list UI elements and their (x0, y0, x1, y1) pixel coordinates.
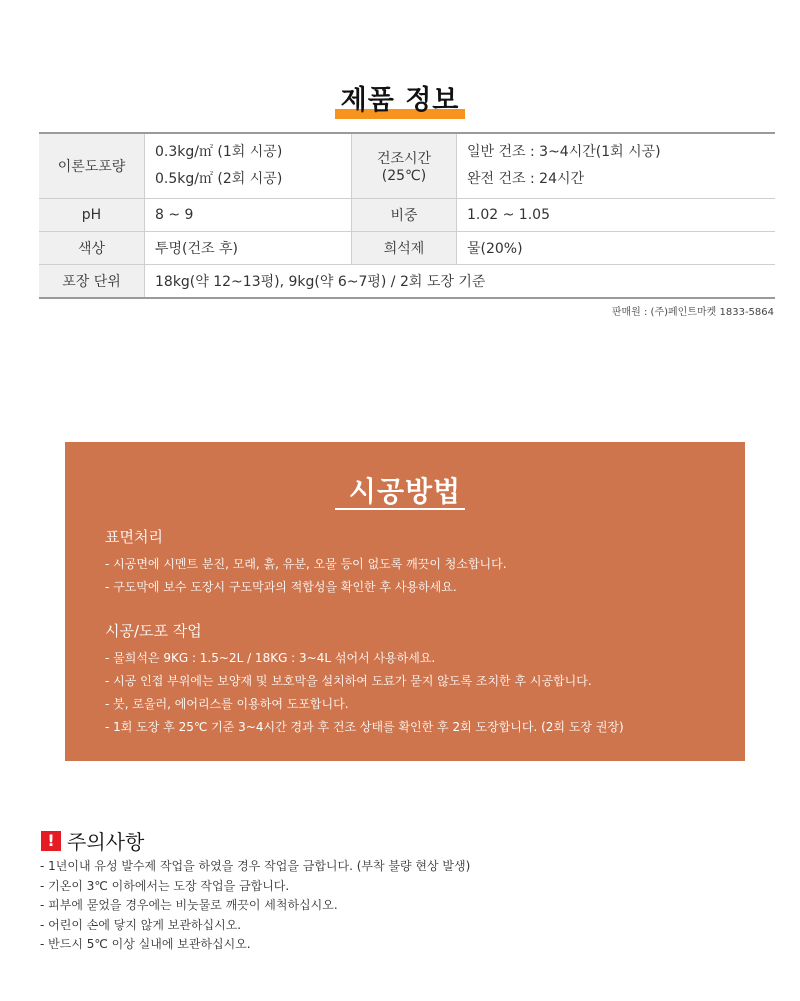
color-value: 투명(건조 후) (145, 232, 352, 265)
product-spec-table (39, 132, 775, 299)
list-item: - 붓, 로울러, 에어리스를 이용하여 도포합니다. (105, 697, 349, 711)
list-item: - 피부에 묻었을 경우에는 비눗물로 깨끗이 세척하십시오. (40, 898, 338, 912)
caution-header (41, 826, 144, 855)
section-heading: 표면처리 (105, 528, 163, 546)
exclamation-icon: ! (41, 831, 61, 851)
list-item: - 1년이내 유성 발수제 작업을 하였을 경우 작업을 금합니다. (부착 불량 현상 발생) (40, 859, 471, 873)
dry-time-label: 건조시간(25℃) (352, 133, 457, 199)
gravity-label: 비중 (352, 199, 457, 232)
method-title: 시공방법 (348, 475, 462, 508)
table-row (39, 133, 775, 199)
method-section-surface (105, 526, 507, 599)
thinner-label: 희석제 (352, 232, 457, 265)
dry-time-line-2: 완전 건조 : 24시간 (467, 171, 585, 187)
thinner-value: 물(20%) (457, 232, 776, 265)
caution-list (40, 857, 470, 955)
product-info-header (0, 78, 800, 117)
ph-label: pH (39, 199, 145, 232)
gravity-value: 1.02 ~ 1.05 (457, 199, 776, 232)
list-item: - 시공면에 시멘트 분진, 모래, 흙, 유분, 오물 등이 없도록 깨끗이 청소합니다. (105, 557, 507, 571)
caution-title: 주의사항 (67, 830, 145, 854)
list-item: - 어린이 손에 닿지 않게 보관하십시오. (40, 917, 242, 932)
list-item: - 구도막에 보수 도장시 구도막과의 적합성을 확인한 후 사용하세요. (105, 580, 457, 594)
method-title-underline (335, 508, 465, 510)
table-row (39, 232, 775, 265)
package-value: 18kg(약 12~13평), 9kg(약 6~7평) / 2회 도장 기준 (145, 265, 776, 299)
coverage-line-1: 0.3kg/㎡ (1회 시공) (155, 144, 283, 160)
list-item: - 1회 도장 후 25℃ 기준 3~4시간 경과 후 건조 상태를 확인한 후 2회 도장합니다. (2회 도장 권장) (105, 720, 624, 734)
table-row (39, 265, 775, 299)
list-item: - 반드시 5℃ 이상 실내에 보관하십시오. (40, 937, 251, 951)
ph-value: 8 ~ 9 (145, 199, 352, 232)
method-panel (65, 442, 745, 761)
list-item: - 시공 인접 부위에는 보양재 및 보호막을 설치하여 도료가 묻지 않도록 조치한 후 시공합니다. (105, 674, 592, 688)
table-row (39, 199, 775, 232)
coverage-value (145, 133, 352, 199)
dry-time-line-1: 일반 건조 : 3~4시간(1회 시공) (467, 144, 661, 160)
coverage-label: 이론도포량 (39, 133, 145, 199)
color-label: 색상 (39, 232, 145, 265)
package-label: 포장 단위 (39, 265, 145, 299)
list-item: - 기온이 3℃ 이하에서는 도장 작업을 금합니다. (40, 878, 290, 893)
method-section-application (105, 620, 624, 739)
product-info-title (335, 78, 466, 117)
coverage-line-2: 0.5kg/㎡ (2회 시공) (155, 171, 283, 187)
seller-info: 판매원 : (주)페인트마켓 1833-5864 (611, 307, 774, 318)
dry-time-value (457, 133, 776, 199)
section-heading: 시공/도포 작업 (105, 622, 202, 640)
product-info-title-text: 제품 정보 (340, 85, 460, 116)
list-item: - 물희석은 9KG : 1.5~2L / 18KG : 3~4L 섞어서 사용하세요. (105, 651, 436, 665)
